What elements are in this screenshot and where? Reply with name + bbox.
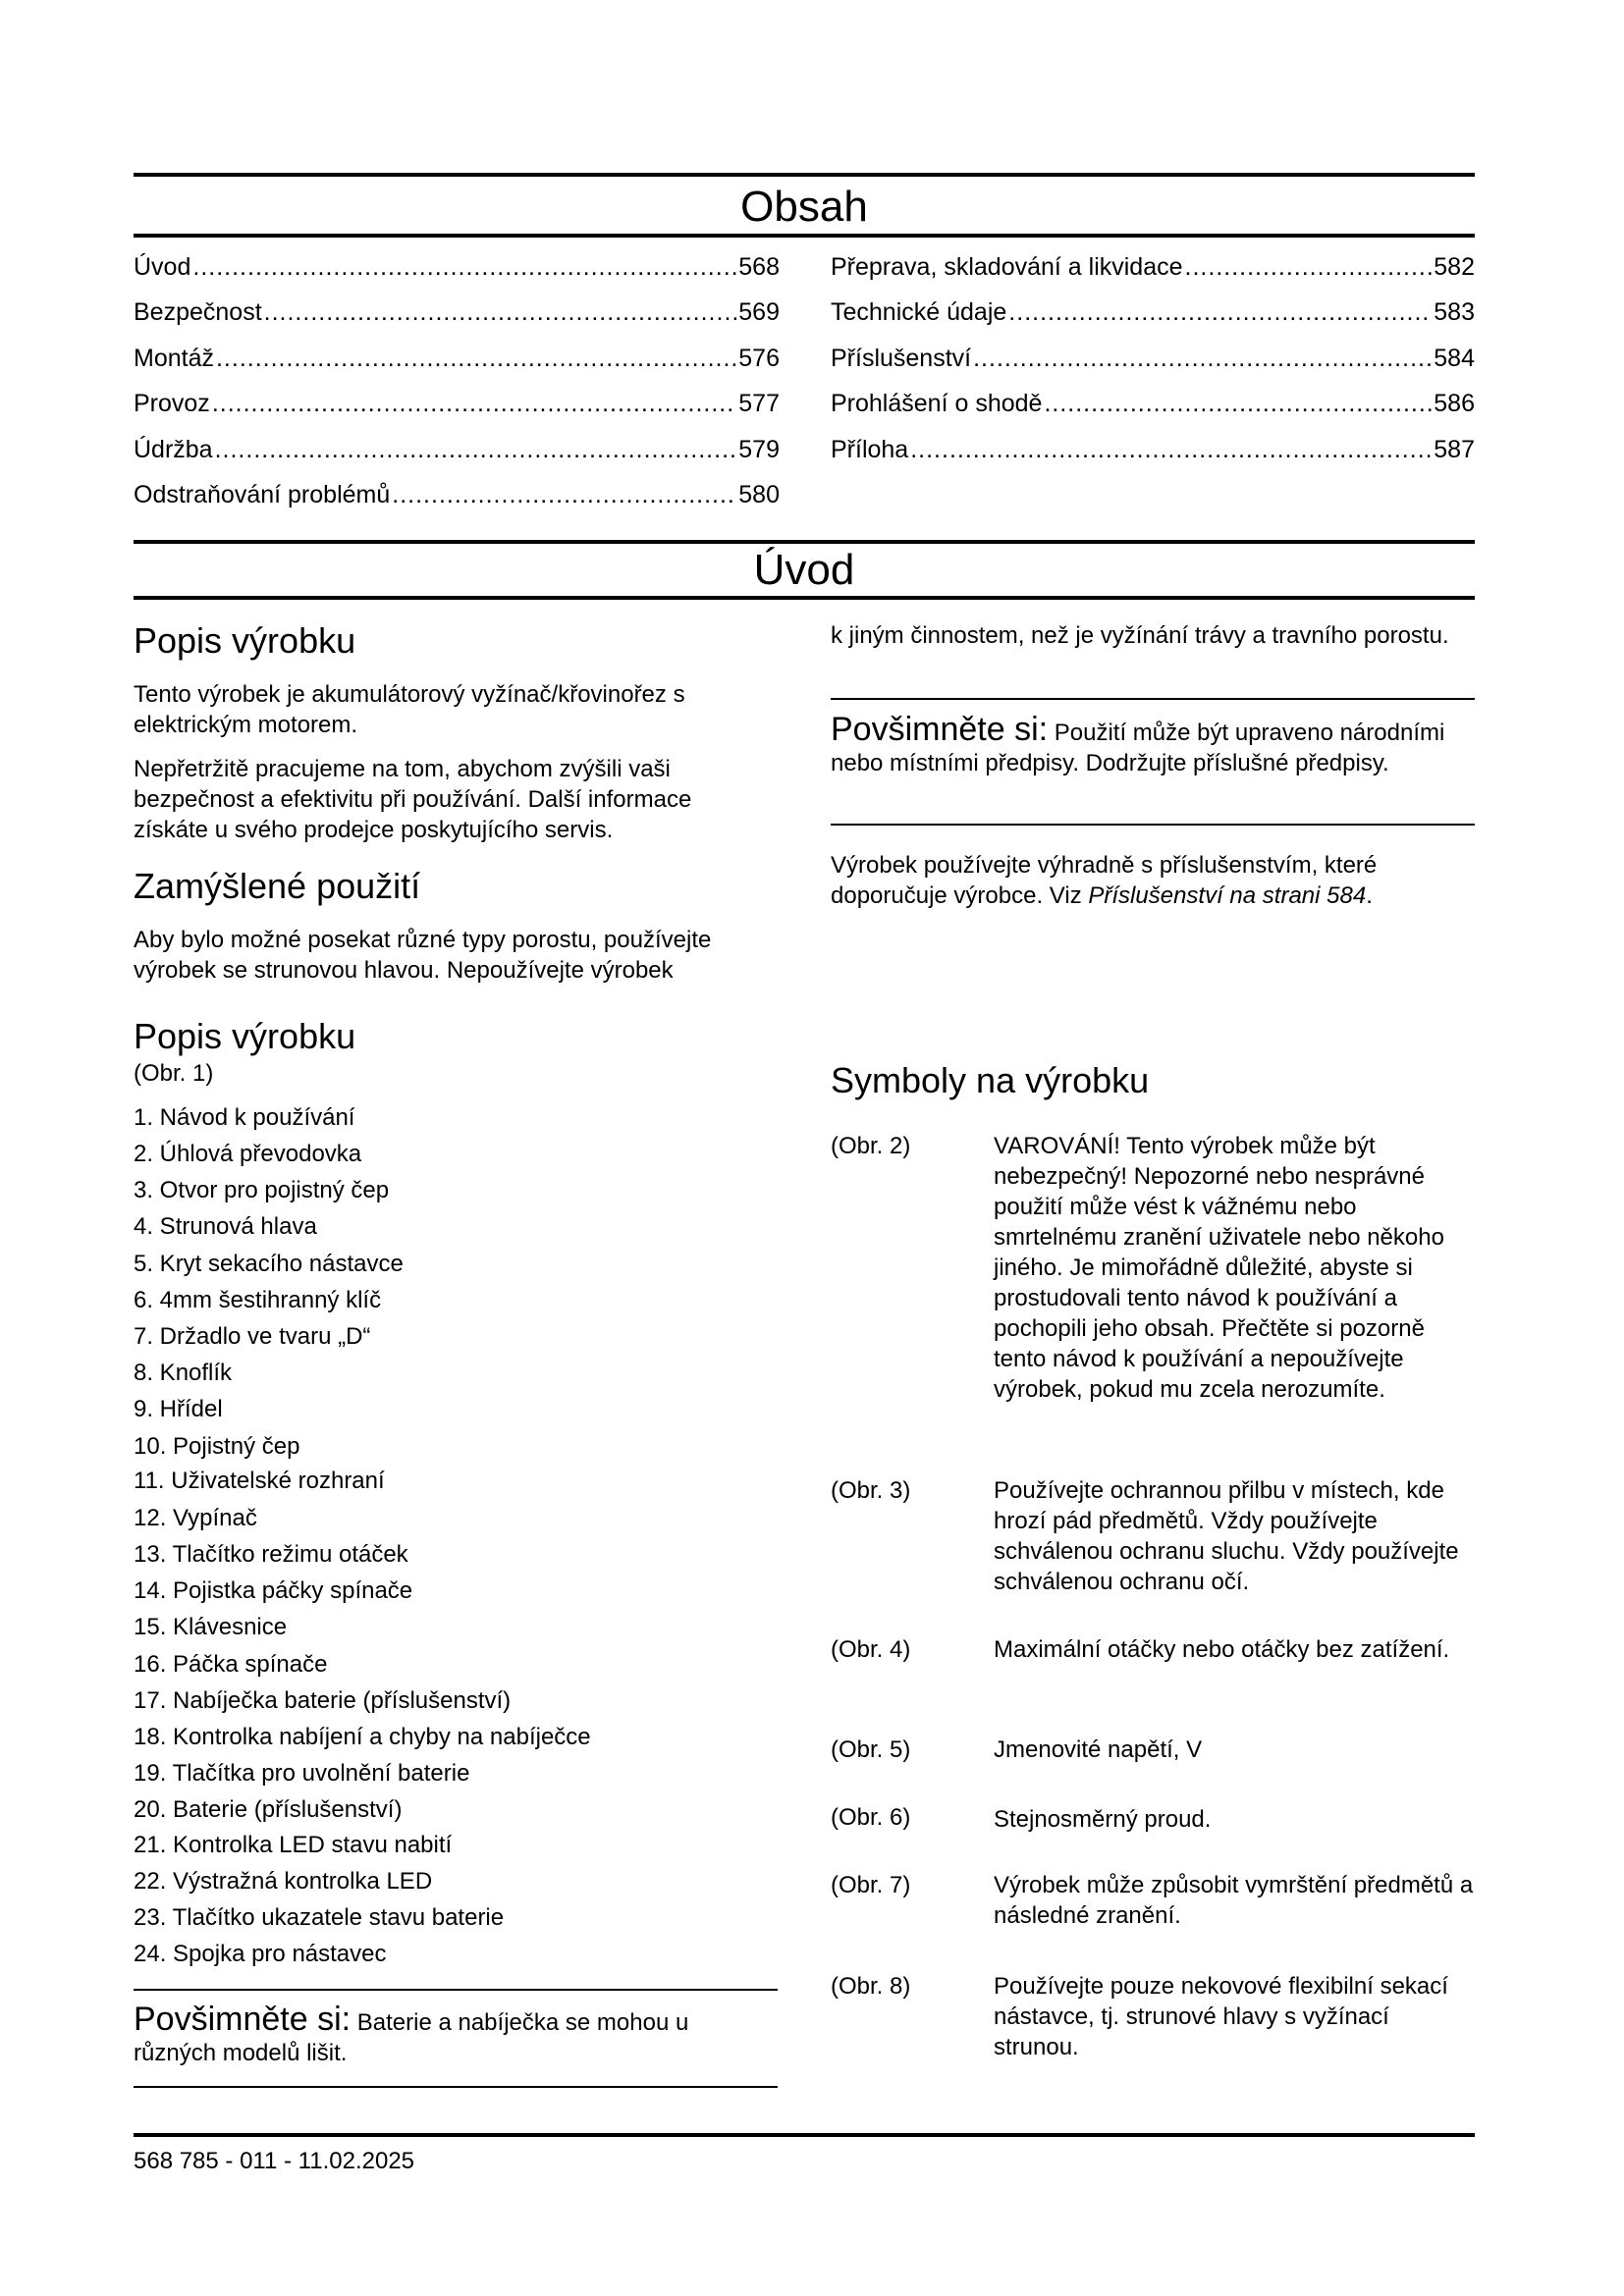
list-item: 17. Nabíječka baterie (příslušenství) bbox=[134, 1687, 512, 1714]
toc-entry-page: 583 bbox=[1434, 298, 1475, 326]
toc-entry-label: Odstraňování problémů bbox=[134, 481, 391, 508]
toc-entry[interactable] bbox=[134, 388, 780, 419]
toc-entry-page: 582 bbox=[1434, 253, 1475, 281]
symbol-figure-ref: (Obr. 5) bbox=[831, 1736, 911, 1763]
note-bottom-rule bbox=[831, 824, 1475, 826]
toc-entry-label: Přeprava, skladování a likvidace bbox=[831, 253, 1183, 281]
toc-entry-page: 587 bbox=[1434, 436, 1475, 463]
symbol-figure-ref: (Obr. 8) bbox=[831, 1973, 911, 2000]
toc-entry-page: 586 bbox=[1434, 390, 1475, 417]
footer-rule bbox=[134, 2133, 1475, 2137]
toc-entry-page: 568 bbox=[738, 253, 780, 281]
note-regulations bbox=[831, 713, 1469, 778]
list-item: 9. Hřídel bbox=[134, 1396, 223, 1422]
symbol-figure-ref: (Obr. 3) bbox=[831, 1477, 911, 1504]
toc-entry[interactable] bbox=[134, 479, 780, 510]
note-bottom-rule bbox=[134, 2086, 778, 2088]
toc-entry[interactable] bbox=[134, 296, 780, 328]
list-item: 4. Strunová hlava bbox=[134, 1213, 317, 1240]
symbol-figure-ref: (Obr. 2) bbox=[831, 1133, 911, 1159]
toc-entry-page: 577 bbox=[738, 390, 780, 417]
toc-entry-label: Technické údaje bbox=[831, 298, 1007, 326]
symbol-figure-ref: (Obr. 6) bbox=[831, 1804, 911, 1831]
accessory-end: . bbox=[1366, 882, 1373, 909]
symbols-heading: Symboly na výrobku bbox=[831, 1060, 1150, 1100]
list-item: 24. Spojka pro nástavec bbox=[134, 1941, 387, 1967]
description-heading: Popis výrobku bbox=[134, 1016, 356, 1056]
note-top-rule bbox=[831, 698, 1475, 700]
toc-entry[interactable] bbox=[134, 251, 780, 283]
note-battery bbox=[134, 2002, 772, 2068]
symbol-description: VAROVÁNÍ! Tento výrobek může být nebezpečný! Nepozorné nebo nesprávné použití může vést k vážnému nebo smrtelnému zranění uživatele nebo někoho jiného. Je mimořádně důležité, abyste si prostudovali tento návod k používání a pochopili jeho obsah. Přečtěte si pozorně tento návod k používání a nepoužívejte výrobek, pokud mu zcela nerozumíte. bbox=[994, 1133, 1444, 1403]
list-item: 16. Páčka spínače bbox=[134, 1651, 328, 1678]
list-item: 11. Uživatelské rozhraní bbox=[134, 1468, 385, 1494]
list-item: 21. Kontrolka LED stavu nabití bbox=[134, 1832, 453, 1858]
intended-use-paragraph: Aby bylo možné posekat různé typy porostu, používejte výrobek se strunovou hlavou. Nepoužívejte výrobek bbox=[134, 927, 712, 984]
toc-title: Obsah bbox=[740, 183, 868, 231]
note-text: Použití může být upraveno národními nebo místními předpisy. Dodržujte příslušné předpisy. bbox=[831, 720, 1445, 776]
toc-entry-page: 584 bbox=[1434, 345, 1475, 372]
list-item: 15. Klávesnice bbox=[134, 1614, 288, 1640]
note-top-rule bbox=[134, 1989, 778, 1991]
toc-entry-label: Úvod bbox=[134, 253, 191, 281]
symbol-description: Jmenovité napětí, V bbox=[994, 1736, 1203, 1763]
description-figure-ref: (Obr. 1) bbox=[134, 1060, 214, 1087]
intro-bottom-rule bbox=[134, 596, 1475, 600]
list-item: 19. Tlačítka pro uvolnění baterie bbox=[134, 1760, 470, 1787]
list-item: 14. Pojistka páčky spínače bbox=[134, 1577, 413, 1604]
symbol-description: Používejte ochrannou přilbu v místech, kde hrozí pád předmětů. Vždy používejte schválenou ochranu sluchu. Vždy používejte schválenou ochranu očí. bbox=[994, 1477, 1459, 1595]
intro-title: Úvod bbox=[753, 546, 855, 594]
toc-entry[interactable] bbox=[831, 343, 1475, 374]
note-lead: Povšimněte si: bbox=[134, 2001, 352, 2038]
list-item: 1. Návod k používání bbox=[134, 1104, 355, 1131]
toc-entry-page: 576 bbox=[738, 345, 780, 372]
list-item: 5. Kryt sekacího nástavce bbox=[134, 1251, 404, 1277]
toc-top-rule bbox=[134, 173, 1475, 177]
accessory-link[interactable]: Příslušenství na strani 584 bbox=[1088, 882, 1367, 909]
symbol-figure-ref: (Obr. 4) bbox=[831, 1636, 911, 1663]
toc-bottom-rule bbox=[134, 234, 1475, 238]
product-paragraph-1: Tento výrobek je akumulátorový vyžínač/křovinořez s elektrickým motorem. bbox=[134, 681, 685, 738]
intended-use-continuation: k jiným činnostem, než je vyžínání trávy a travního porostu. bbox=[831, 622, 1449, 649]
note-lead: Povšimněte si: bbox=[831, 711, 1049, 748]
symbol-description: Maximální otáčky nebo otáčky bez zatížení. bbox=[994, 1636, 1450, 1663]
toc-entry-label: Montáž bbox=[134, 345, 214, 372]
list-item: 7. Držadlo ve tvaru „D“ bbox=[134, 1323, 371, 1350]
toc-entry-label: Údržba bbox=[134, 436, 213, 463]
list-item: 6. 4mm šestihranný klíč bbox=[134, 1287, 382, 1313]
toc-entry-page: 569 bbox=[738, 298, 780, 326]
intended-use-heading: Zamýšlené použití bbox=[134, 866, 421, 906]
toc-entry[interactable] bbox=[134, 343, 780, 374]
intro-top-rule bbox=[134, 540, 1475, 544]
list-item: 18. Kontrolka nabíjení a chyby na nabíječce bbox=[134, 1724, 591, 1750]
list-item: 13. Tlačítko režimu otáček bbox=[134, 1541, 408, 1568]
footer-document-id: 568 785 - 011 - 11.02.2025 bbox=[134, 2148, 415, 2174]
list-item: 20. Baterie (příslušenství) bbox=[134, 1796, 403, 1823]
toc-entry-label: Příslušenství bbox=[831, 345, 972, 372]
list-item: 8. Knoflík bbox=[134, 1360, 233, 1386]
toc-entry-page: 579 bbox=[738, 436, 780, 463]
accessory-paragraph bbox=[831, 850, 1469, 911]
list-item: 12. Vypínač bbox=[134, 1505, 257, 1531]
product-paragraph-2: Nepřetržitě pracujeme na tom, abychom zvýšili vaši bezpečnost a efektivitu při používání. Další informace získáte u svého prodejce poskytujícího servis. bbox=[134, 756, 692, 843]
list-item: 3. Otvor pro pojistný čep bbox=[134, 1177, 390, 1203]
toc-entry[interactable] bbox=[831, 434, 1475, 465]
toc-entry-page: 580 bbox=[738, 481, 780, 508]
list-item: 10. Pojistný čep bbox=[134, 1433, 300, 1460]
note-text: Baterie a nabíječka se mohou u různých modelů lišit. bbox=[134, 2009, 689, 2066]
accessory-text: Výrobek používejte výhradně s příslušenstvím, které doporučuje výrobce. Viz bbox=[831, 852, 1378, 909]
toc-entry[interactable] bbox=[831, 296, 1475, 328]
list-item: 2. Úhlová převodovka bbox=[134, 1141, 362, 1167]
toc-entry-label: Příloha bbox=[831, 436, 909, 463]
list-item: 23. Tlačítko ukazatele stavu baterie bbox=[134, 1904, 505, 1931]
symbol-description: Stejnosměrný proud. bbox=[994, 1806, 1212, 1833]
toc-entry[interactable] bbox=[134, 434, 780, 465]
symbol-figure-ref: (Obr. 7) bbox=[831, 1872, 911, 1898]
toc-entry[interactable] bbox=[831, 388, 1475, 419]
list-item: 22. Výstražná kontrolka LED bbox=[134, 1868, 433, 1895]
toc-entry-label: Prohlášení o shodě bbox=[831, 390, 1043, 417]
toc-entry-label: Provoz bbox=[134, 390, 210, 417]
product-heading: Popis výrobku bbox=[134, 620, 356, 661]
symbol-description: Výrobek může způsobit vymrštění předmětů a následné zranění. bbox=[994, 1872, 1474, 1929]
toc-entry[interactable] bbox=[831, 251, 1475, 283]
toc-entry-label: Bezpečnost bbox=[134, 298, 262, 326]
symbol-description: Používejte pouze nekovové flexibilní sekací nástavce, tj. strunové hlavy s vyžínací strunou. bbox=[994, 1973, 1448, 2060]
